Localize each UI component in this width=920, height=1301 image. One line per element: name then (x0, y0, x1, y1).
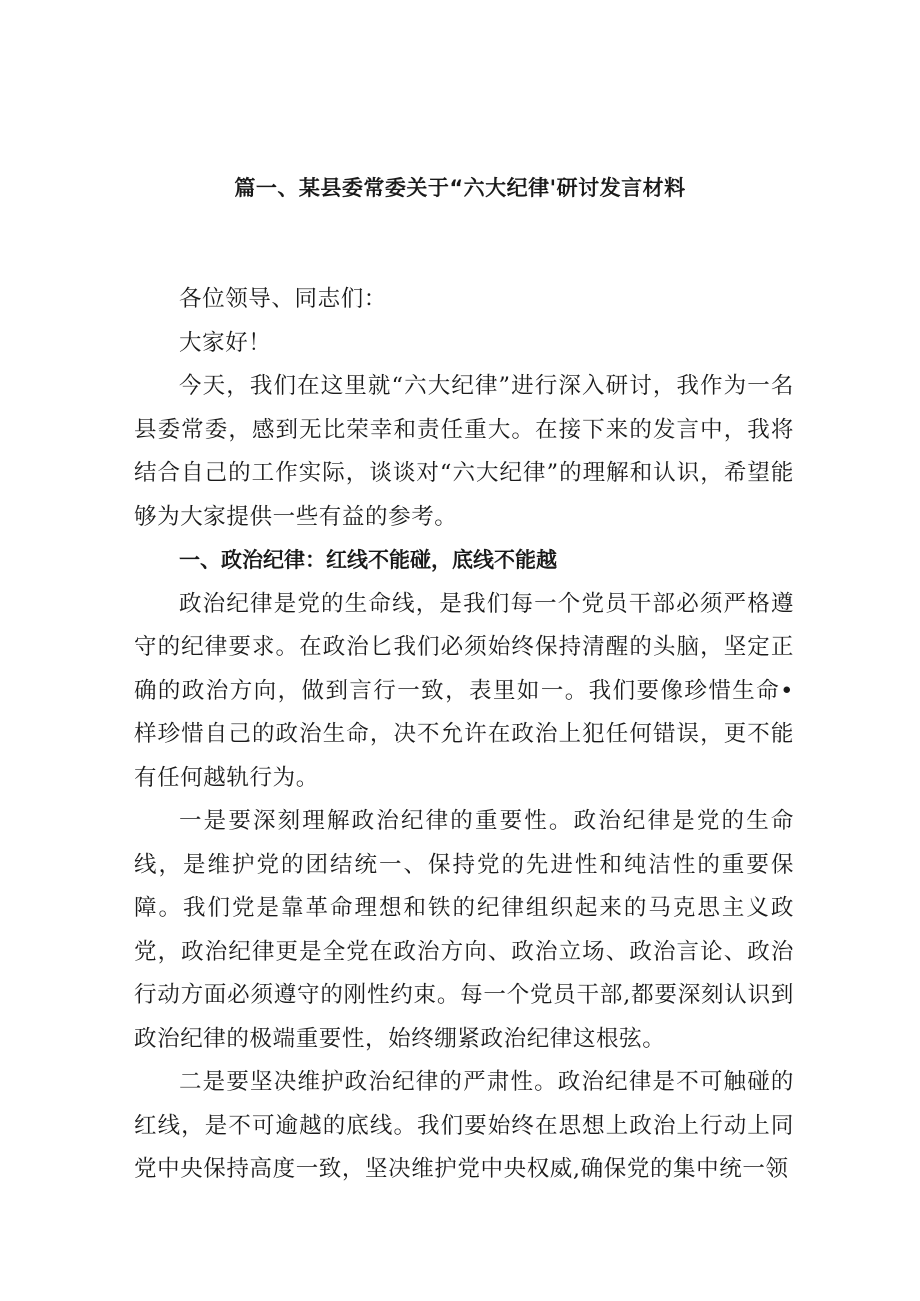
greeting-paragraph: 各位领导、同志们： (179, 286, 387, 312)
body-paragraph: 政治纪律是党的生命线，是我们每一个党员干部必须严格遵守的纪律要求。在政治匕我们必须始终保持清醒的头脑，坚定正确的政治方向，做到言行一致，表里如一。我们要像珍惜生命•样珍惜自己的政治生命，决不允许在政治上犯任何错误，更不能有任何越轨行为。 (134, 590, 794, 791)
document-body (134, 278, 794, 1192)
hello-paragraph: 大家好！ (179, 329, 272, 356)
intro-paragraph: 今天，我们在这里就“六大纪律”进行深入研讨，我作为一名县委常委，感到无比荣幸和责任重大。在接下来的发言中，我将结合自己的工作实际，谈谈对“六大纪律”的理解和认识，希望能够为大家提供一些有益的参考。 (134, 373, 794, 530)
body-paragraph: 一是要深刻理解政治纪律的重要性。政治纪律是党的生命线，是维护党的团结统一、保持党的先进性和纯洁性的重要保障。我们党是靠革命理想和铁的纪律组织起来的马克思主义政党，政治纪律更是全党在政治方向、政治立场、政治言论、政治行动方面必须遵守的刚性约束。每一个党员干部,都要深刻认识到政治纪律的极端重要性，始终绷紧政治纪律这根弦。 (134, 808, 794, 1052)
document-title: 篇一、某县委常委关于“六大纪律'研讨发言材料 (234, 176, 686, 200)
body-paragraph: 二是要坚决维护政治纪律的严肃性。政治纪律是不可触碰的红线，是不可逾越的底线。我们要始终在思想上政治上行动上同党中央保持高度一致，坚决维护党中央权威,确保党的集中统一领 (134, 1069, 794, 1182)
section-heading: 一、政治纪律：红线不能碰，底线不能越 (179, 548, 557, 572)
